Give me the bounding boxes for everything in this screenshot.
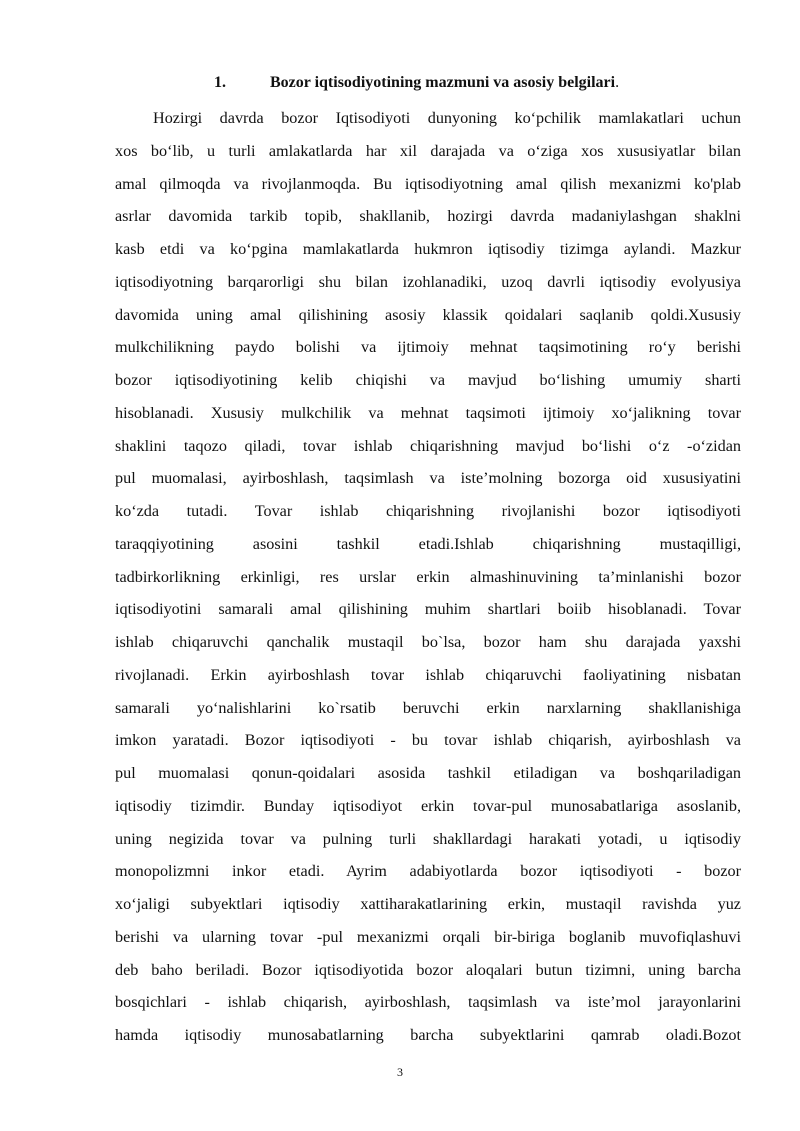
text-line: rivojlanadi. Erkin ayirboshlash tovar ishlab chiqaruvchi faoliyatining nisbatan	[115, 665, 741, 684]
text-line: iqtisodiyotning barqarorligi shu bilan izohlanadiki, uzoq davrli iqtisodiy evolyusiya	[115, 272, 741, 291]
text-line: hisoblanadi. Xususiy mulkchilik va mehnat taqsimoti ijtimoiy xo‘jalikning tovar	[115, 403, 741, 422]
text-line: iqtisodiy tizimdir. Bunday iqtisodiyot erkin tovar-pul munosabatlariga asoslanib,	[115, 796, 741, 815]
text-line: berishi va ularning tovar -pul mexanizmi orqali bir-biriga boglanib muvofiqlashuvi	[115, 927, 741, 946]
text-line: ko‘zda tutadi. Tovar ishlab chiqarishning rivojlanishi bozor iqtisodiyoti	[115, 502, 741, 520]
text-line: bozor iqtisodiyotining kelib chiqishi va mavjud bo‘lishing umumiy sharti	[115, 371, 741, 389]
text-line: samarali yo‘nalishlarini ko`rsatib beruvchi erkin narxlarning shakllanishiga	[115, 698, 741, 717]
text-line: shaklini taqozo qiladi, tovar ishlab chiqarishning mavjud bo‘lishi o‘z -o‘zidan	[115, 436, 741, 455]
text-line: amal qilmoqda va rivojlanmoqda. Bu iqtisodiyotning amal qilish mexanizmi ko'plab	[115, 174, 741, 193]
page-number: 3	[397, 1065, 403, 1079]
text-line: pul muomalasi, ayirboshlash, taqsimlash va iste’molning bozorga oid xususiyatini	[115, 469, 741, 488]
section-heading	[0, 74, 800, 104]
text-line: uning negizida tovar va pulning turli shakllardagi harakati yotadi, u iqtisodiy	[115, 829, 741, 848]
text-line: pul muomalasi qonun-qoidalari asosida tashkil etiladigan va boshqariladigan	[115, 764, 741, 782]
text-line: imkon yaratadi. Bozor iqtisodiyoti - bu tovar ishlab chiqarish, ayirboshlash va	[115, 731, 741, 750]
text-line: mulkchilikning paydo bolishi va ijtimoiy mehnat taqsimotining ro‘y berishi	[115, 338, 741, 357]
section-title-period: .	[615, 74, 620, 91]
text-line: hamda iqtisodiy munosabatlarning barcha subyektlarini qamrab oladi.Bozot	[115, 1026, 741, 1044]
text-line: taraqqiyotining asosini tashkil etadi.Ishlab chiqarishning mustaqilligi,	[115, 534, 741, 553]
section-number: 1.	[214, 74, 226, 91]
text-line: Hozirgi davrda bozor Iqtisodiyoti dunyoning ko‘pchilik mamlakatlari uchun	[153, 109, 741, 127]
text-line: xo‘jaligi subyektlari iqtisodiy xattiharakatlarining erkin, mustaqil ravishda yuz	[115, 895, 741, 913]
text-line: kasb etdi va ko‘pgina mamlakatlarda hukmron iqtisodiy tizimga aylandi. Mazkur	[115, 240, 741, 258]
text-line: ishlab chiqaruvchi qanchalik mustaqil bo`lsa, bozor ham shu darajada yaxshi	[115, 633, 741, 651]
text-line: xos bo‘lib, u turli amlakatlarda har xil darajada va o‘ziga xos xususiyatlar bilan	[115, 141, 741, 160]
text-line: deb baho beriladi. Bozor iqtisodiyotida bozor aloqalari butun tizimni, uning barcha	[115, 960, 741, 979]
text-line: asrlar davomida tarkib topib, shakllanib, hozirgi davrda madaniylashgan shaklni	[115, 207, 741, 226]
text-line: davomida uning amal qilishining asosiy klassik qoidalari saqlanib qoldi.Xususiy	[115, 305, 741, 324]
text-line: monopolizmni inkor etadi. Ayrim adabiyotlarda bozor iqtisodiyoti - bozor	[115, 862, 741, 881]
text-line: iqtisodiyotini samarali amal qilishining muhim shartlari boiib hisoblanadi. Tovar	[115, 600, 741, 619]
body-paragraph	[115, 102, 741, 1052]
section-title: Bozor iqtisodiyotining mazmuni va asosiy belgilari	[270, 74, 616, 91]
section-title-wrap	[270, 74, 619, 92]
text-line: bosqichlari - ishlab chiqarish, ayirboshlash, taqsimlash va iste’mol jarayonlarini	[115, 993, 741, 1012]
text-line: tadbirkorlikning erkinligi, res urslar erkin almashinuvining ta’minlanishi bozor	[115, 567, 741, 586]
